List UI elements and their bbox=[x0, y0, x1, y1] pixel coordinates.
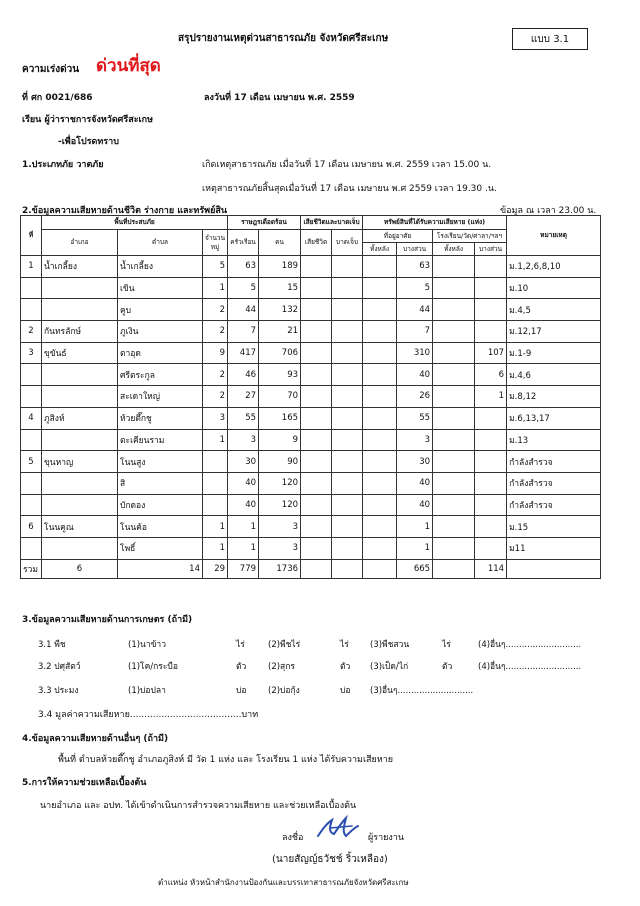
row-schools-partial bbox=[475, 516, 507, 538]
row-people: 70 bbox=[259, 386, 301, 408]
fishery-shrimp-unit: บ่อ bbox=[340, 686, 351, 696]
row-households: 55 bbox=[228, 407, 259, 429]
col-schools: โรงเรียน/วัด/ศาลา/ฯลฯ bbox=[433, 230, 507, 243]
row-tambon: ตาอุด bbox=[118, 342, 203, 364]
form-code-box: แบบ 3.1 bbox=[512, 28, 588, 50]
row-homes-partial: 1 bbox=[397, 537, 433, 559]
col-schools-whole: ทั้งหลัง bbox=[433, 243, 475, 256]
row-homes-whole bbox=[363, 407, 397, 429]
row-tambon: เขิน bbox=[118, 277, 203, 299]
row-tambon: น้ำเกลี้ยง bbox=[118, 256, 203, 278]
row-amphoe bbox=[42, 386, 118, 408]
row-remarks: ม.1,2,6,8,10 bbox=[507, 256, 601, 278]
table-row bbox=[21, 386, 601, 408]
row-schools-partial bbox=[475, 451, 507, 473]
total-schools-partial: 114 bbox=[475, 559, 507, 578]
row-no bbox=[21, 472, 42, 494]
row-schools-whole bbox=[433, 516, 475, 538]
section5-text: นายอำเภอ และ อปท. ได้เข้าดำเนินการสำรวจความเสียหาย และช่วยเหลือเบื้องต้น bbox=[40, 801, 357, 811]
animals-other: (4)อื่นๆ............................ bbox=[478, 662, 582, 672]
row-homes-whole bbox=[363, 256, 397, 278]
row-no bbox=[21, 277, 42, 299]
row-injured bbox=[332, 472, 363, 494]
col-homes: ที่อยู่อาศัย bbox=[363, 230, 433, 243]
row-tambon: ห้วยตึ๊กชู bbox=[118, 407, 203, 429]
row-remarks: ม.1-9 bbox=[507, 342, 601, 364]
row-schools-partial: 6 bbox=[475, 364, 507, 386]
col-amphoe: อำเภอ bbox=[42, 230, 118, 256]
row-households: 7 bbox=[228, 321, 259, 343]
row-people: 9 bbox=[259, 429, 301, 451]
row-schools-partial bbox=[475, 537, 507, 559]
disaster-end: เหตุสาธารณภัยสิ้นสุดเมื่อวันที่ 17 เดือน เมษายน พ.ศ 2559 เวลา 19.30 .น. bbox=[202, 184, 497, 194]
section4-text: พื้นที่ ตำบลห้วยตึ๊กชู อำเภอภูสิงห์ มี วัด 1 แห่ง และ โรงเรียน 1 แห่ง ได้รับความเสียหาย bbox=[58, 755, 394, 765]
row-dead bbox=[301, 277, 332, 299]
animals-cattle-unit: ตัว bbox=[236, 662, 247, 672]
row-homes-whole bbox=[363, 537, 397, 559]
animals-pig-unit: ตัว bbox=[340, 662, 351, 672]
section5-label: 5.การให้ความช่วยเหลือเบื้องต้น bbox=[22, 778, 147, 788]
col-dead: เสียชีวิต bbox=[301, 230, 332, 256]
report-title: สรุปรายงานเหตุด่วนสาธารณภัย จังหวัดศรีสะเกษ bbox=[178, 33, 389, 44]
plants-garden-unit: ไร่ bbox=[442, 640, 451, 650]
table-row bbox=[21, 321, 601, 343]
row-villages bbox=[203, 472, 228, 494]
row-villages: 1 bbox=[203, 516, 228, 538]
row-amphoe bbox=[42, 429, 118, 451]
col-remarks: หมายเหตุ bbox=[507, 216, 601, 256]
row-households: 40 bbox=[228, 494, 259, 516]
row-remarks: ม.10 bbox=[507, 277, 601, 299]
row-villages: 2 bbox=[203, 386, 228, 408]
row-schools-partial bbox=[475, 494, 507, 516]
col-tambon: ตำบล bbox=[118, 230, 203, 256]
row-injured bbox=[332, 407, 363, 429]
animals-poultry: (3)เป็ด/ไก่ bbox=[370, 662, 409, 672]
section3-label: 3.ข้อมูลความเสียหายด้านการเกษตร (ถ้ามี) bbox=[22, 615, 193, 625]
row-homes-whole bbox=[363, 364, 397, 386]
signature-mark bbox=[312, 814, 362, 842]
row-injured bbox=[332, 321, 363, 343]
row-households: 417 bbox=[228, 342, 259, 364]
row-schools-partial bbox=[475, 277, 507, 299]
row-people: 15 bbox=[259, 277, 301, 299]
row-injured bbox=[332, 299, 363, 321]
row-villages: 2 bbox=[203, 321, 228, 343]
row-homes-partial: 3 bbox=[397, 429, 433, 451]
row-schools-whole bbox=[433, 386, 475, 408]
row-households: 44 bbox=[228, 299, 259, 321]
table-row bbox=[21, 407, 601, 429]
damage-value: 3.4 มูลค่าความเสียหาย.......................................บาท bbox=[38, 710, 259, 720]
row-schools-partial: 1 bbox=[475, 386, 507, 408]
row-dead bbox=[301, 494, 332, 516]
row-dead bbox=[301, 299, 332, 321]
row-no: 6 bbox=[21, 516, 42, 538]
row-homes-whole bbox=[363, 451, 397, 473]
col-area: พื้นที่ประสบภัย bbox=[42, 216, 228, 230]
row-people: 90 bbox=[259, 451, 301, 473]
row-households: 1 bbox=[228, 516, 259, 538]
plants-garden: (3)พืชสวน bbox=[370, 640, 410, 650]
row-homes-partial: 55 bbox=[397, 407, 433, 429]
row-schools-partial bbox=[475, 256, 507, 278]
row-villages: 2 bbox=[203, 299, 228, 321]
row-dead bbox=[301, 321, 332, 343]
row-households: 5 bbox=[228, 277, 259, 299]
col-casualties: เสียชีวิตและบาดเจ็บ bbox=[301, 216, 363, 230]
row-schools-partial: 107 bbox=[475, 342, 507, 364]
row-homes-partial: 30 bbox=[397, 451, 433, 473]
fishery-fish: (1)บ่อปลา bbox=[128, 686, 166, 696]
row-homes-partial: 63 bbox=[397, 256, 433, 278]
row-no bbox=[21, 429, 42, 451]
row-remarks: ม.6,13,17 bbox=[507, 407, 601, 429]
signer-position: ตำแหน่ง หัวหน้าสำนักงานป้องกันและบรรเทาสาธารณภัยจังหวัดศรีสะเกษ bbox=[158, 878, 409, 887]
row-amphoe bbox=[42, 537, 118, 559]
col-households: ครัวเรือน bbox=[228, 230, 259, 256]
total-homes-partial: 665 bbox=[397, 559, 433, 578]
row-homes-partial: 40 bbox=[397, 494, 433, 516]
row-homes-whole bbox=[363, 429, 397, 451]
table-body bbox=[21, 256, 601, 560]
table-row bbox=[21, 429, 601, 451]
total-people: 1736 bbox=[259, 559, 301, 578]
agri-animals-row bbox=[0, 659, 640, 671]
total-schools-whole bbox=[433, 559, 475, 578]
row-schools-whole bbox=[433, 364, 475, 386]
row-amphoe: ภูสิงห์ bbox=[42, 407, 118, 429]
col-injured: บาดเจ็บ bbox=[332, 230, 363, 256]
row-injured bbox=[332, 537, 363, 559]
row-people: 189 bbox=[259, 256, 301, 278]
row-villages: 1 bbox=[203, 277, 228, 299]
total-tambon: 14 bbox=[118, 559, 203, 578]
row-schools-whole bbox=[433, 494, 475, 516]
row-no: 3 bbox=[21, 342, 42, 364]
total-dead bbox=[301, 559, 332, 578]
row-households: 40 bbox=[228, 472, 259, 494]
row-villages: 2 bbox=[203, 364, 228, 386]
row-homes-whole bbox=[363, 472, 397, 494]
row-amphoe bbox=[42, 277, 118, 299]
row-remarks: ม11 bbox=[507, 537, 601, 559]
row-dead bbox=[301, 364, 332, 386]
row-schools-whole bbox=[433, 256, 475, 278]
col-affected: ราษฎรเดือดร้อน bbox=[228, 216, 301, 230]
total-homes-whole bbox=[363, 559, 397, 578]
row-tambon: สิ bbox=[118, 472, 203, 494]
animals-pig: (2)สุกร bbox=[268, 662, 295, 672]
row-people: 120 bbox=[259, 472, 301, 494]
row-homes-partial: 7 bbox=[397, 321, 433, 343]
row-injured bbox=[332, 451, 363, 473]
row-households: 27 bbox=[228, 386, 259, 408]
col-homes-whole: ทั้งหลัง bbox=[363, 243, 397, 256]
row-injured bbox=[332, 429, 363, 451]
table-row bbox=[21, 537, 601, 559]
plants-label: 3.1 พืช bbox=[38, 640, 66, 650]
total-row bbox=[21, 559, 601, 578]
row-remarks: กำลังสำรวจ bbox=[507, 472, 601, 494]
damage-table bbox=[20, 215, 601, 579]
row-schools-whole bbox=[433, 299, 475, 321]
row-dead bbox=[301, 386, 332, 408]
section4-label: 4.ข้อมูลความเสียหายด้านอื่นๆ (ถ้ามี) bbox=[22, 734, 169, 744]
row-schools-whole bbox=[433, 537, 475, 559]
col-no: ที่ bbox=[21, 216, 42, 256]
row-tambon: ศรีตระกูล bbox=[118, 364, 203, 386]
row-tambon: สะเดาใหญ่ bbox=[118, 386, 203, 408]
animals-cattle: (1)โค/กระบือ bbox=[128, 662, 178, 672]
row-tambon: คูบ bbox=[118, 299, 203, 321]
agri-fishery-row bbox=[0, 683, 640, 695]
row-remarks: กำลังสำรวจ bbox=[507, 451, 601, 473]
sign-label: ลงชื่อ bbox=[282, 833, 304, 843]
row-remarks: ม.4,6 bbox=[507, 364, 601, 386]
row-remarks: ม.12,17 bbox=[507, 321, 601, 343]
urgency-value: ด่วนที่สุด bbox=[96, 56, 161, 76]
table-row bbox=[21, 516, 601, 538]
row-villages: 9 bbox=[203, 342, 228, 364]
row-households: 30 bbox=[228, 451, 259, 473]
row-injured bbox=[332, 364, 363, 386]
row-households: 63 bbox=[228, 256, 259, 278]
row-injured bbox=[332, 494, 363, 516]
plants-rice: (1)นาข้าว bbox=[128, 640, 166, 650]
purpose: -เพื่อโปรดทราบ bbox=[58, 137, 119, 147]
section2-label: 2.ข้อมูลความเสียหายด้านชีวิต ร่างกาย และทรัพย์สิน bbox=[22, 206, 228, 216]
row-people: 3 bbox=[259, 537, 301, 559]
disaster-start: เกิดเหตุสาธารณภัย เมื่อวันที่ 17 เดือน เมษายน พ.ศ. 2559 เวลา 15.00 น. bbox=[202, 160, 492, 170]
fishery-label: 3.3 ประมง bbox=[38, 686, 79, 696]
total-injured bbox=[332, 559, 363, 578]
row-injured bbox=[332, 342, 363, 364]
row-people: 21 bbox=[259, 321, 301, 343]
row-amphoe bbox=[42, 472, 118, 494]
row-dead bbox=[301, 451, 332, 473]
row-villages: 1 bbox=[203, 429, 228, 451]
table-row bbox=[21, 494, 601, 516]
row-villages bbox=[203, 494, 228, 516]
row-people: 3 bbox=[259, 516, 301, 538]
animals-poultry-unit: ตัว bbox=[442, 662, 453, 672]
row-amphoe bbox=[42, 494, 118, 516]
agri-plants-row bbox=[0, 637, 640, 649]
total-amphoe: 6 bbox=[42, 559, 118, 578]
row-amphoe: โนนคูณ bbox=[42, 516, 118, 538]
row-dead bbox=[301, 472, 332, 494]
row-no: 5 bbox=[21, 451, 42, 473]
row-homes-partial: 40 bbox=[397, 364, 433, 386]
row-households: 1 bbox=[228, 537, 259, 559]
row-amphoe bbox=[42, 364, 118, 386]
row-schools-whole bbox=[433, 342, 475, 364]
col-schools-partial: บางส่วน bbox=[475, 243, 507, 256]
row-schools-whole bbox=[433, 277, 475, 299]
row-no bbox=[21, 386, 42, 408]
row-homes-whole bbox=[363, 277, 397, 299]
row-schools-whole bbox=[433, 321, 475, 343]
fishery-other: (3)อื่นๆ............................ bbox=[370, 686, 474, 696]
row-amphoe: ขุนหาญ bbox=[42, 451, 118, 473]
row-homes-partial: 5 bbox=[397, 277, 433, 299]
plants-other: (4)อื่นๆ............................ bbox=[478, 640, 582, 650]
row-schools-partial bbox=[475, 472, 507, 494]
row-remarks: ม.15 bbox=[507, 516, 601, 538]
row-homes-partial: 40 bbox=[397, 472, 433, 494]
row-homes-whole bbox=[363, 342, 397, 364]
total-label: รวม bbox=[21, 559, 42, 578]
row-amphoe: ขุขันธ์ bbox=[42, 342, 118, 364]
row-amphoe: น้ำเกลี้ยง bbox=[42, 256, 118, 278]
row-villages: 3 bbox=[203, 407, 228, 429]
total-remarks bbox=[507, 559, 601, 578]
row-people: 165 bbox=[259, 407, 301, 429]
plants-field-unit: ไร่ bbox=[340, 640, 349, 650]
signer-name: (นายสัญญ์ธวัชช์ ริ้วเหลือง) bbox=[272, 854, 388, 865]
row-remarks: ม.4,5 bbox=[507, 299, 601, 321]
row-households: 46 bbox=[228, 364, 259, 386]
row-dead bbox=[301, 342, 332, 364]
row-homes-partial: 1 bbox=[397, 516, 433, 538]
row-no bbox=[21, 537, 42, 559]
row-no bbox=[21, 364, 42, 386]
table-row bbox=[21, 451, 601, 473]
row-no: 2 bbox=[21, 321, 42, 343]
row-homes-whole bbox=[363, 321, 397, 343]
row-villages: 1 bbox=[203, 537, 228, 559]
animals-label: 3.2 ปศุสัตว์ bbox=[38, 662, 81, 672]
row-homes-whole bbox=[363, 516, 397, 538]
section1-label: 1.ประเภทภัย วาตภัย bbox=[22, 160, 104, 170]
row-homes-partial: 26 bbox=[397, 386, 433, 408]
row-tambon: โพธิ์ bbox=[118, 537, 203, 559]
row-schools-whole bbox=[433, 451, 475, 473]
row-homes-whole bbox=[363, 386, 397, 408]
row-tambon: โนนค้อ bbox=[118, 516, 203, 538]
row-people: 120 bbox=[259, 494, 301, 516]
row-dead bbox=[301, 537, 332, 559]
plants-rice-unit: ไร่ bbox=[236, 640, 245, 650]
col-property: ทรัพย์สินที่ได้รับความเสียหาย (แห่ง) bbox=[363, 216, 507, 230]
row-tambon: บักดอง bbox=[118, 494, 203, 516]
row-amphoe: กันทรลักษ์ bbox=[42, 321, 118, 343]
document-date: ลงวันที่ 17 เดือน เมษายน พ.ศ. 2559 bbox=[204, 93, 355, 103]
row-no: 4 bbox=[21, 407, 42, 429]
row-schools-whole bbox=[433, 472, 475, 494]
document-number: ที่ ศก 0021/686 bbox=[22, 93, 93, 103]
total-villages: 29 bbox=[203, 559, 228, 578]
row-remarks: ม.8,12 bbox=[507, 386, 601, 408]
row-schools-partial bbox=[475, 299, 507, 321]
row-people: 132 bbox=[259, 299, 301, 321]
table-row bbox=[21, 364, 601, 386]
row-dead bbox=[301, 407, 332, 429]
row-no: 1 bbox=[21, 256, 42, 278]
row-tambon: โนนสูง bbox=[118, 451, 203, 473]
table-row bbox=[21, 277, 601, 299]
row-schools-whole bbox=[433, 407, 475, 429]
col-people: คน bbox=[259, 230, 301, 256]
row-homes-partial: 44 bbox=[397, 299, 433, 321]
row-dead bbox=[301, 429, 332, 451]
row-injured bbox=[332, 277, 363, 299]
urgency-label: ความเร่งด่วน bbox=[22, 64, 80, 75]
addressee: เรียน ผู้ว่าราชการจังหวัดศรีสะเกษ bbox=[22, 115, 154, 125]
row-people: 93 bbox=[259, 364, 301, 386]
row-dead bbox=[301, 516, 332, 538]
table-row bbox=[21, 472, 601, 494]
row-homes-partial: 310 bbox=[397, 342, 433, 364]
row-amphoe bbox=[42, 299, 118, 321]
fishery-fish-unit: บ่อ bbox=[236, 686, 247, 696]
signer-role: ผู้รายงาน bbox=[368, 833, 405, 843]
table-row bbox=[21, 299, 601, 321]
row-schools-partial bbox=[475, 321, 507, 343]
col-villages: จำนวน หมู่ bbox=[203, 230, 228, 256]
row-injured bbox=[332, 516, 363, 538]
row-no bbox=[21, 299, 42, 321]
row-schools-partial bbox=[475, 407, 507, 429]
data-as-of: ข้อมูล ณ เวลา 23.00 น. bbox=[500, 206, 597, 216]
row-people: 706 bbox=[259, 342, 301, 364]
row-remarks: กำลังสำรวจ bbox=[507, 494, 601, 516]
total-households: 779 bbox=[228, 559, 259, 578]
row-dead bbox=[301, 256, 332, 278]
table-row bbox=[21, 342, 601, 364]
row-injured bbox=[332, 256, 363, 278]
row-tambon: ภูเงิน bbox=[118, 321, 203, 343]
row-villages bbox=[203, 451, 228, 473]
row-villages: 5 bbox=[203, 256, 228, 278]
col-homes-partial: บางส่วน bbox=[397, 243, 433, 256]
plants-field: (2)พืชไร่ bbox=[268, 640, 301, 650]
row-homes-whole bbox=[363, 299, 397, 321]
table-row bbox=[21, 256, 601, 278]
row-schools-partial bbox=[475, 429, 507, 451]
row-injured bbox=[332, 386, 363, 408]
row-remarks: ม.13 bbox=[507, 429, 601, 451]
row-tambon: ตะเคียนราม bbox=[118, 429, 203, 451]
row-no bbox=[21, 494, 42, 516]
row-schools-whole bbox=[433, 429, 475, 451]
row-households: 3 bbox=[228, 429, 259, 451]
row-homes-whole bbox=[363, 494, 397, 516]
fishery-shrimp: (2)บ่อกุ้ง bbox=[268, 686, 300, 696]
